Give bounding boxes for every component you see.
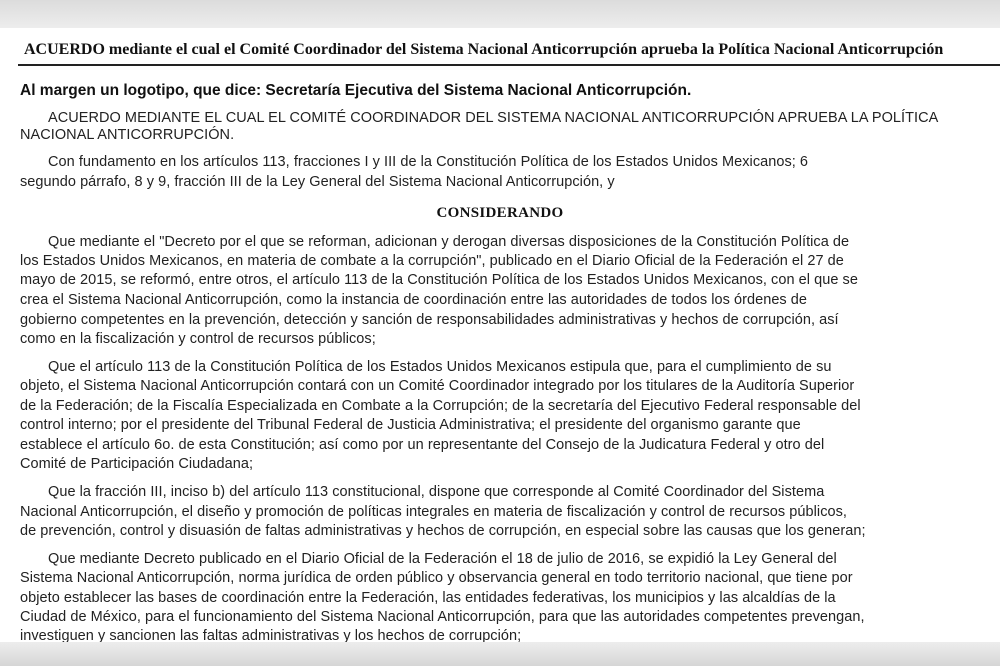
paragraph-line: Comité de Participación Ciudadana; <box>20 456 254 472</box>
top-frame-band <box>0 0 1000 28</box>
margin-note: Al margen un logotipo, que dice: Secretaría Ejecutiva del Sistema Nacional Anticorrupción. <box>20 82 692 99</box>
paragraph-line: Que mediante Decreto publicado en el Diario Oficial de la Federación el 18 de julio de 2016, se expidió la Ley General del <box>48 551 837 567</box>
paragraph-line: Ciudad de México, para el funcionamiento del Sistema Nacional Anticorrupción, para que las autoridades competentes prevengan, <box>20 609 865 625</box>
paragraph-line: establece el artículo 6o. de esta Constitución; así como por un representante del Consejo de la Judicatura Federal y otro del <box>20 437 825 453</box>
bottom-frame-band <box>0 642 1000 666</box>
document-page <box>0 28 1000 642</box>
paragraph-line: mayo de 2015, se reformó, entre otros, el artículo 113 de la Constitución Política de los Estados Unidos Mexicanos, con el que se <box>20 272 858 288</box>
paragraph-line: objeto establecer las bases de coordinación entre la Federación, las entidades federativas, los municipios y las alcaldías de la <box>20 590 836 606</box>
paragraph-line: control interno; por el presidente del Tribunal Federal de Justicia Administrativa; el presidente del organismo garante que <box>20 417 801 433</box>
paragraph-line: Que la fracción III, inciso b) del artículo 113 constitucional, dispone que corresponde al Comité Coordinador del Sistema <box>48 484 825 500</box>
agreement-heading-line: ACUERDO MEDIANTE EL CUAL EL COMITÉ COORDINADOR DEL SISTEMA NACIONAL ANTICORRUPCIÓN APRUEBA LA POLÍTICA <box>48 110 939 126</box>
paragraph-line: investiguen y sancionen las faltas administrativas y los hechos de corrupción; <box>20 628 522 642</box>
agreement-heading-line: NACIONAL ANTICORRUPCIÓN. <box>20 127 235 143</box>
paragraph-line: los Estados Unidos Mexicanos, en materia de combate a la corrupción", publicado en el Diario Oficial de la Federación el 27 de <box>20 253 844 269</box>
paragraph-line: Nacional Anticorrupción, el diseño y promoción de políticas integrales en materia de fiscalización y control de recursos públicos, <box>20 504 847 520</box>
preamble-line: Con fundamento en los artículos 113, fracciones I y III de la Constitución Política de los Estados Unidos Mexicanos; 6 <box>48 154 809 170</box>
document-title: ACUERDO mediante el cual el Comité Coordinador del Sistema Nacional Anticorrupción aprueba la Política Nacional Anticorrupción <box>24 41 944 58</box>
paragraph-line: Sistema Nacional Anticorrupción, norma jurídica de orden público y observancia general en todo territorio nacional, que tiene por <box>20 570 853 586</box>
title-underline <box>18 64 1000 66</box>
paragraph-line: crea el Sistema Nacional Anticorrupción, como la instancia de coordinación entre las autoridades de todos los órdenes de <box>20 292 808 308</box>
paragraph-line: objeto, el Sistema Nacional Anticorrupción contará con un Comité Coordinador integrado por los titulares de la Auditoría Superior <box>20 378 855 394</box>
paragraph-line: de prevención, control y disuasión de faltas administrativas y hechos de corrupción, en especial sobre las causas que los generan; <box>20 523 866 539</box>
section-heading: CONSIDERANDO <box>436 205 564 221</box>
paragraph-line: como en la fiscalización y control de recursos públicos; <box>20 331 376 347</box>
paragraph-line: Que mediante el "Decreto por el que se reforman, adicionan y derogan diversas disposiciones de la Constitución Política de <box>48 234 850 250</box>
preamble-line: segundo párrafo, 8 y 9, fracción III de la Ley General del Sistema Nacional Anticorrupción, y <box>20 174 615 190</box>
paragraph-line: de la Federación; de la Fiscalía Especializada en Combate a la Corrupción; de la secretaría del Ejecutivo Federal responsable del <box>20 398 861 414</box>
paragraph-line: gobierno competentes en la prevención, detección y sanción de responsabilidades administrativas y hechos de corrupción, así <box>20 312 839 328</box>
paragraph-line: Que el artículo 113 de la Constitución Política de los Estados Unidos Mexicanos estipula que, para el cumplimiento de su <box>48 359 832 375</box>
